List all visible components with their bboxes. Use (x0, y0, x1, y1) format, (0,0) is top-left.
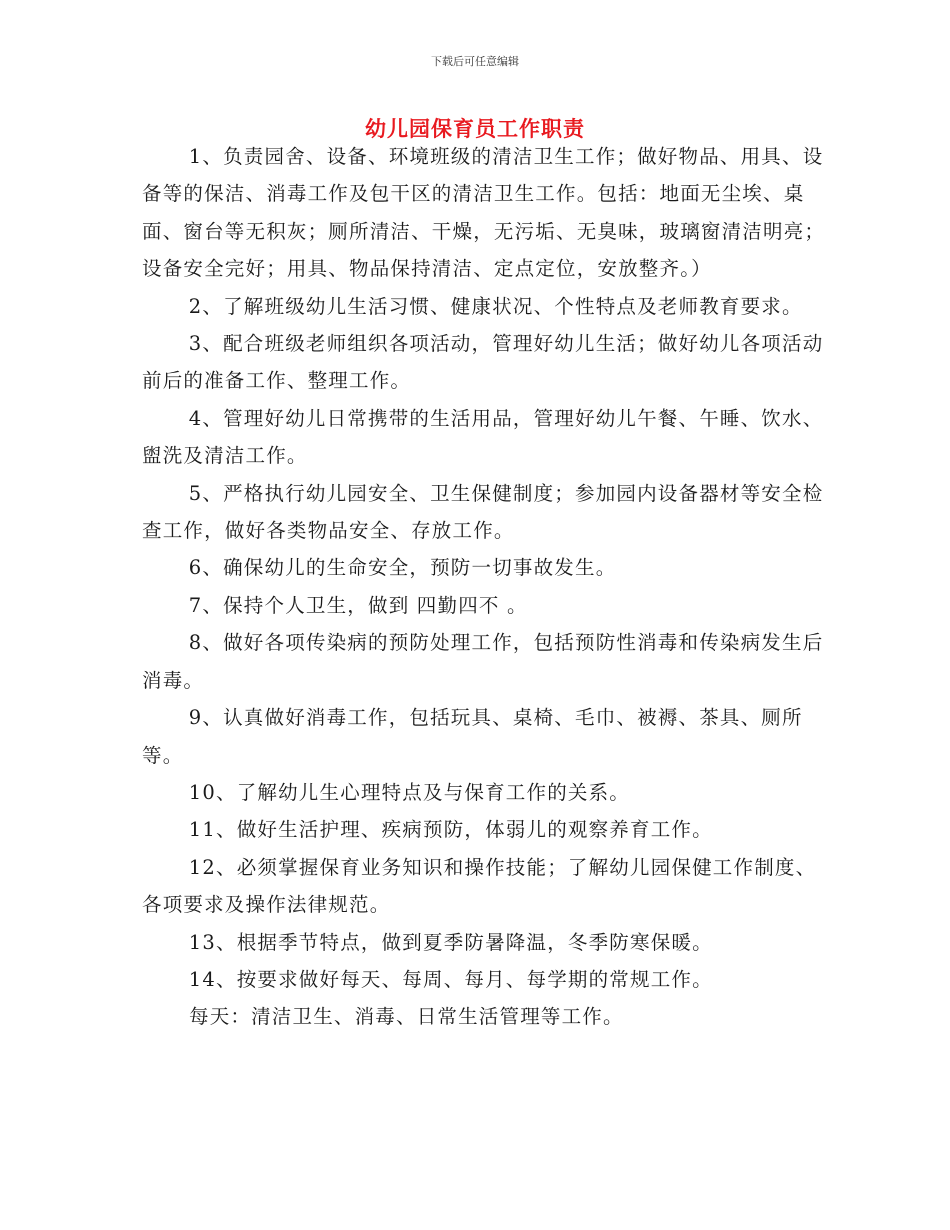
duty-paragraph-14: 14、按要求做好每天、每周、每月、每学期的常规工作。 (188, 967, 713, 991)
duty-paragraph-5: 5、严格执行幼儿园安全、卫生保健制度；参加园内设备器材等安全检查工作，做好各类物品安全、存放工作。 (142, 481, 824, 543)
duty-paragraph-12: 12、必须掌握保育业务知识和操作技能；了解幼儿园保健工作制度、各项要求及操作法律规范。 (142, 855, 817, 917)
duty-paragraph-11: 11、做好生活护理、疾病预防，体弱儿的观察养育工作。 (188, 818, 713, 842)
duty-paragraph-7: 7、保持个人卫生，做到 四勤四不 。 (188, 593, 528, 617)
duty-paragraph-9: 9、认真做好消毒工作，包括玩具、桌椅、毛巾、被褥、茶具、厕所等。 (142, 706, 803, 767)
duty-paragraph-10: 10、了解幼儿生心理特点及与保育工作的关系。 (188, 780, 631, 804)
duty-paragraph-1: 1、负责园舍、设备、环境班级的清洁卫生工作；做好物品、用具、设备等的保洁、消毒工作及包干区的清洁卫生工作。包括：地面无尘埃、桌面、窗台等无积灰；厕所清洁、干燥，无污垢、无臭味，玻璃窗清洁明亮；设备安全完好；用具、物品保持清洁、定点定位，安放整齐。） (142, 145, 826, 281)
daily-duties-line: 每天：清洁卫生、消毒、日常生活管理等工作。 (189, 1005, 624, 1029)
duty-paragraph-13: 13、根据季节特点，做到夏季防暑降温，冬季防寒保暖。 (188, 930, 713, 954)
document-body (142, 138, 832, 1036)
duty-paragraph-2: 2、了解班级幼儿生活习惯、健康状况、个性特点及老师教育要求。 (188, 294, 803, 318)
duty-paragraph-3: 3、配合班级老师组织各项活动，管理好幼儿生活；做好幼儿各项活动前后的准备工作、整理工作。 (142, 332, 824, 393)
duty-paragraph-6: 6、确保幼儿的生命安全，预防一切事故发生。 (188, 556, 617, 580)
duty-paragraph-4: 4、管理好幼儿日常携带的生活用品，管理好幼儿午餐、午睡、饮水、盥洗及清洁工作。 (142, 406, 824, 468)
page-header-note: 下载后可任意编辑 (431, 55, 519, 68)
document-title: 幼儿园保育员工作职责 (365, 117, 585, 141)
duty-paragraph-8: 8、做好各项传染病的预防处理工作，包括预防性消毒和传染病发生后消毒。 (142, 631, 824, 692)
